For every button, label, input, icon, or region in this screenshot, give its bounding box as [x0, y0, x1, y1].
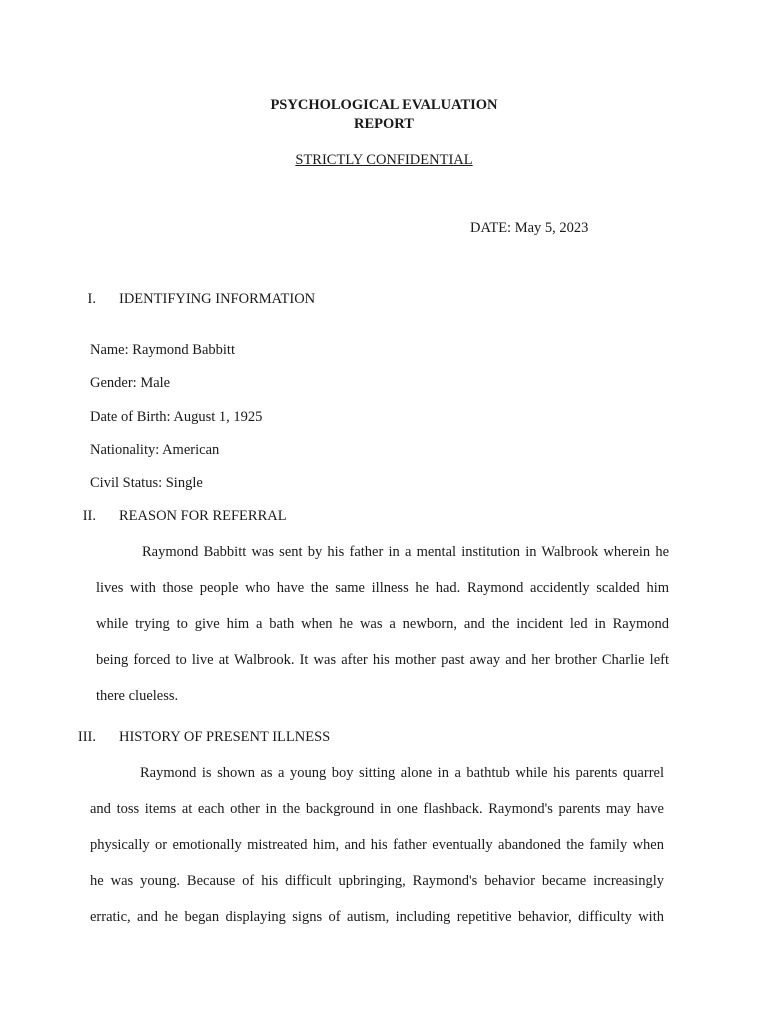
field-name: Name: Raymond Babbitt	[90, 342, 235, 358]
section-title: IDENTIFYING INFORMATION	[119, 291, 316, 307]
field-date-of-birth: Date of Birth: August 1, 1925	[90, 409, 263, 425]
history-paragraph	[90, 763, 664, 943]
paragraph-line: there clueless.	[96, 688, 179, 704]
field-civil-status: Civil Status: Single	[90, 475, 203, 491]
section-title: REASON FOR REFERRAL	[119, 508, 287, 524]
section-number: II.	[82, 508, 96, 524]
confidential-notice: STRICTLY CONFIDENTIAL	[295, 152, 473, 168]
section-title: HISTORY OF PRESENT ILLNESS	[119, 729, 331, 745]
paragraph-line: while trying to give him a bath when he was a newborn, and the incident led in Raymond	[96, 616, 669, 632]
paragraph-line: he was young. Because of his difficult upbringing, Raymond's behavior became increasingly	[90, 873, 664, 889]
section-number: I.	[87, 291, 96, 307]
paragraph-line: physically or emotionally mistreated him, and his father eventually abandoned the family when	[90, 837, 664, 853]
paragraph-line: erratic, and he began displaying signs of autism, including repetitive behavior, difficulty with	[90, 909, 664, 925]
paragraph-line: being forced to live at Walbrook. It was after his mother past away and her brother Charlie left	[96, 652, 669, 668]
field-nationality: Nationality: American	[90, 442, 220, 458]
section-number: III.	[77, 729, 96, 745]
report-title-line1: PSYCHOLOGICAL EVALUATION	[270, 97, 498, 113]
paragraph-line: Raymond is shown as a young boy sitting alone in a bathtub while his parents quarrel	[140, 765, 664, 781]
field-gender: Gender: Male	[90, 375, 171, 391]
paragraph-line: and toss items at each other in the background in one flashback. Raymond's parents may have	[90, 801, 664, 817]
paragraph-line: Raymond Babbitt was sent by his father in a mental institution in Walbrook wherein he	[142, 544, 669, 560]
report-date: DATE: May 5, 2023	[470, 220, 589, 236]
report-title-line2: REPORT	[354, 116, 414, 132]
paragraph-line: lives with those people who have the same illness he had. Raymond accidently scalded him	[96, 580, 669, 596]
referral-paragraph	[96, 542, 669, 722]
